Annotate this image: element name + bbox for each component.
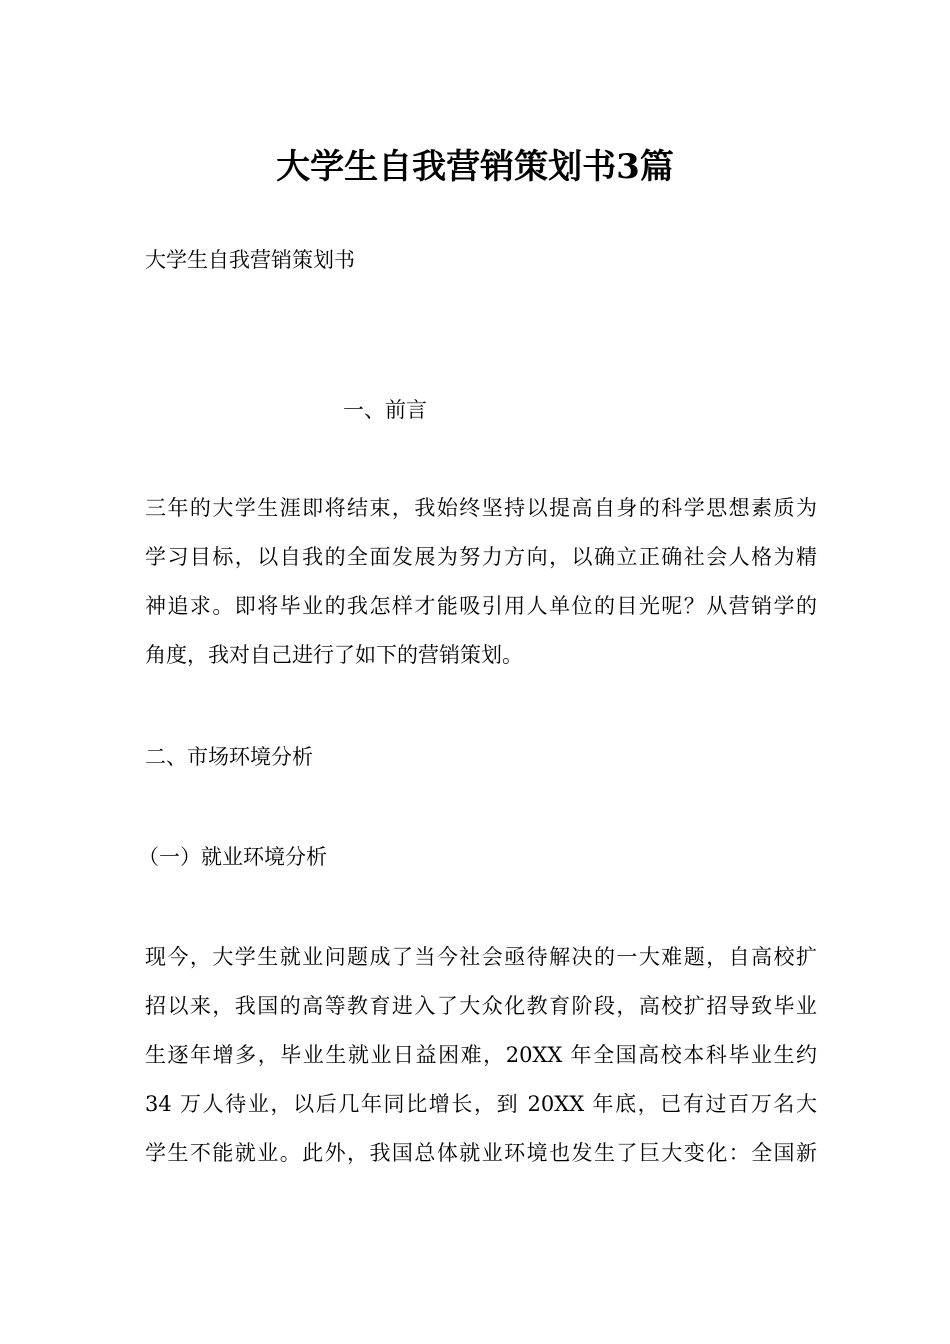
subsection-heading-employment: （一）就业环境分析 [138, 845, 327, 869]
paragraph-line: 学生不能就业。此外，我国总体就业环境也发生了巨大变化：全国新 [145, 1141, 817, 1165]
document-title: 大学生自我营销策划书3篇 [276, 147, 674, 187]
paragraph-line: 34 万人待业，以后几年同比增长，到 20XX 年底，已有过百万名大 [145, 1092, 817, 1116]
paragraph-line: 三年的大学生涯即将结束，我始终坚持以提高自身的科学思想素质为 [145, 496, 817, 520]
section-heading-market-analysis: 二、市场环境分析 [145, 745, 313, 769]
paragraph-line: 神追求。即将毕业的我怎样才能吸引用人单位的目光呢？从营销学的 [145, 594, 817, 618]
paragraph-line: 学习目标，以自我的全面发展为努力方向，以确立正确社会人格为精 [145, 545, 817, 569]
paragraph-line: 角度，我对自己进行了如下的营销策划。 [145, 643, 523, 667]
paragraph-preface [145, 484, 817, 680]
paragraph-line: 招以来，我国的高等教育进入了大众化教育阶段，高校扩招导致毕业 [145, 994, 817, 1018]
section-heading-preface: 一、前言 [343, 398, 427, 422]
paragraph-line: 现今，大学生就业问题成了当今社会亟待解决的一大难题，自高校扩 [145, 945, 817, 969]
document-subtitle: 大学生自我营销策划书 [145, 248, 355, 272]
paragraph-line: 生逐年增多，毕业生就业日益困难，20XX 年全国高校本科毕业生约 [145, 1043, 817, 1067]
paragraph-employment [145, 933, 817, 1178]
